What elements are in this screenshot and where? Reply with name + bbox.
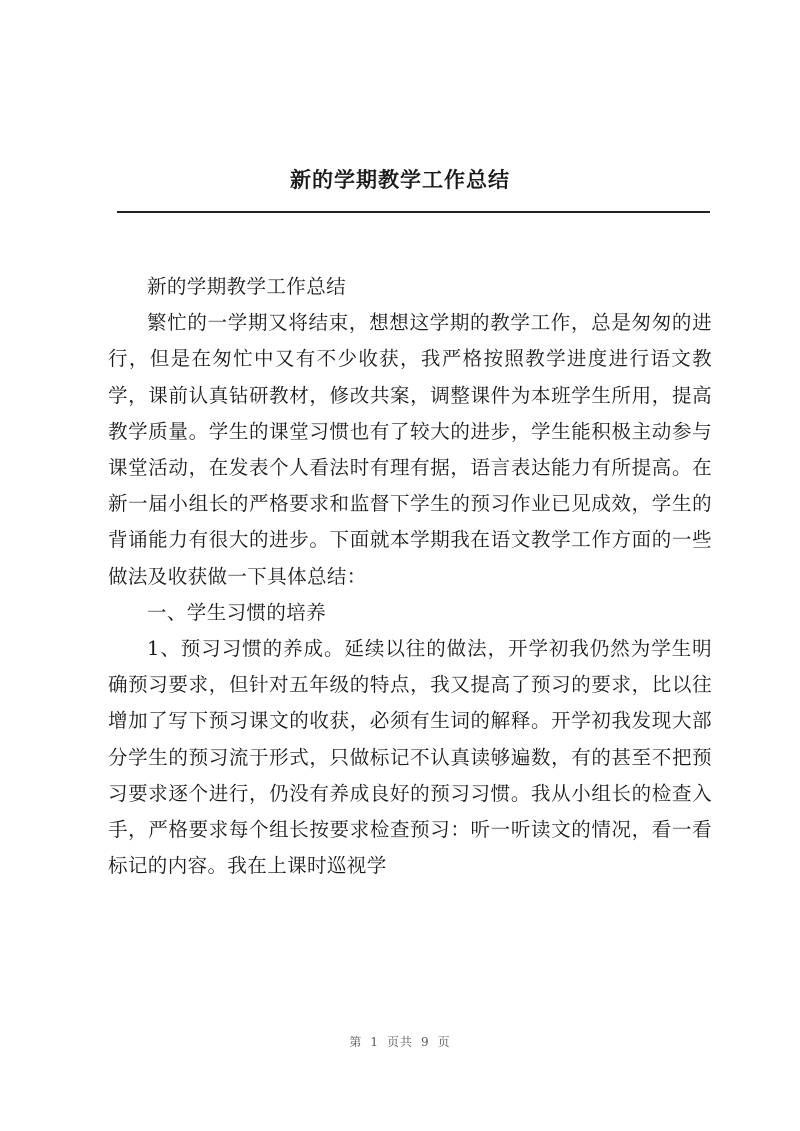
footer-suffix: 页 xyxy=(437,1035,451,1049)
page-footer xyxy=(0,1033,800,1050)
title-underline xyxy=(117,211,710,213)
footer-current-page: 1 xyxy=(370,1035,379,1049)
footer-prefix: 第 xyxy=(349,1035,363,1049)
footer-total-pages: 9 xyxy=(421,1035,430,1049)
paragraph-intro: 繁忙的一学期又将结束，想想这学期的教学工作，总是匆匆的进行，但是在匆忙中又有不少收获，我严格按照教学进度进行语文教学，课前认真钻研教材，修改共案，调整课件为本班学生所用，提高教学质量。学生的课堂习惯也有了较大的进步，学生能积极主动参与课堂活动，在发表个人看法时有理有据，语言表达能力有所提高。在新一届小组长的严格要求和监督下学生的预习作业已见成效，学生的背诵能力有很大的进步。下面就本学期我在语文教学工作方面的一些做法及收获做一下具体总结： xyxy=(108,311,712,588)
paragraph-section-heading: 一、学生习惯的培养 xyxy=(147,600,327,624)
document-body xyxy=(108,269,712,884)
document-title: 新的学期教学工作总结 xyxy=(290,167,510,192)
paragraph-heading: 新的学期教学工作总结 xyxy=(147,275,347,298)
paragraph-preview-habit: 1、预习习惯的养成。延续以往的做法，开学初我仍然为学生明确预习要求，但针对五年级的特点，我又提高了预习的要求，比以往增加了写下预习课文的收获，必须有生词的解释。开学初我发现大部分学生的预习流于形式，只做标记不认真读够遍数，有的甚至不把预习要求逐个进行，仍没有养成良好的预习习惯。我从小组长的检查入手，严格要求每个组长按要求检查预习：听一听读文的情况，看一看标记的内容。我在上课时巡视学 xyxy=(108,637,712,878)
footer-middle: 页共 xyxy=(386,1035,413,1049)
